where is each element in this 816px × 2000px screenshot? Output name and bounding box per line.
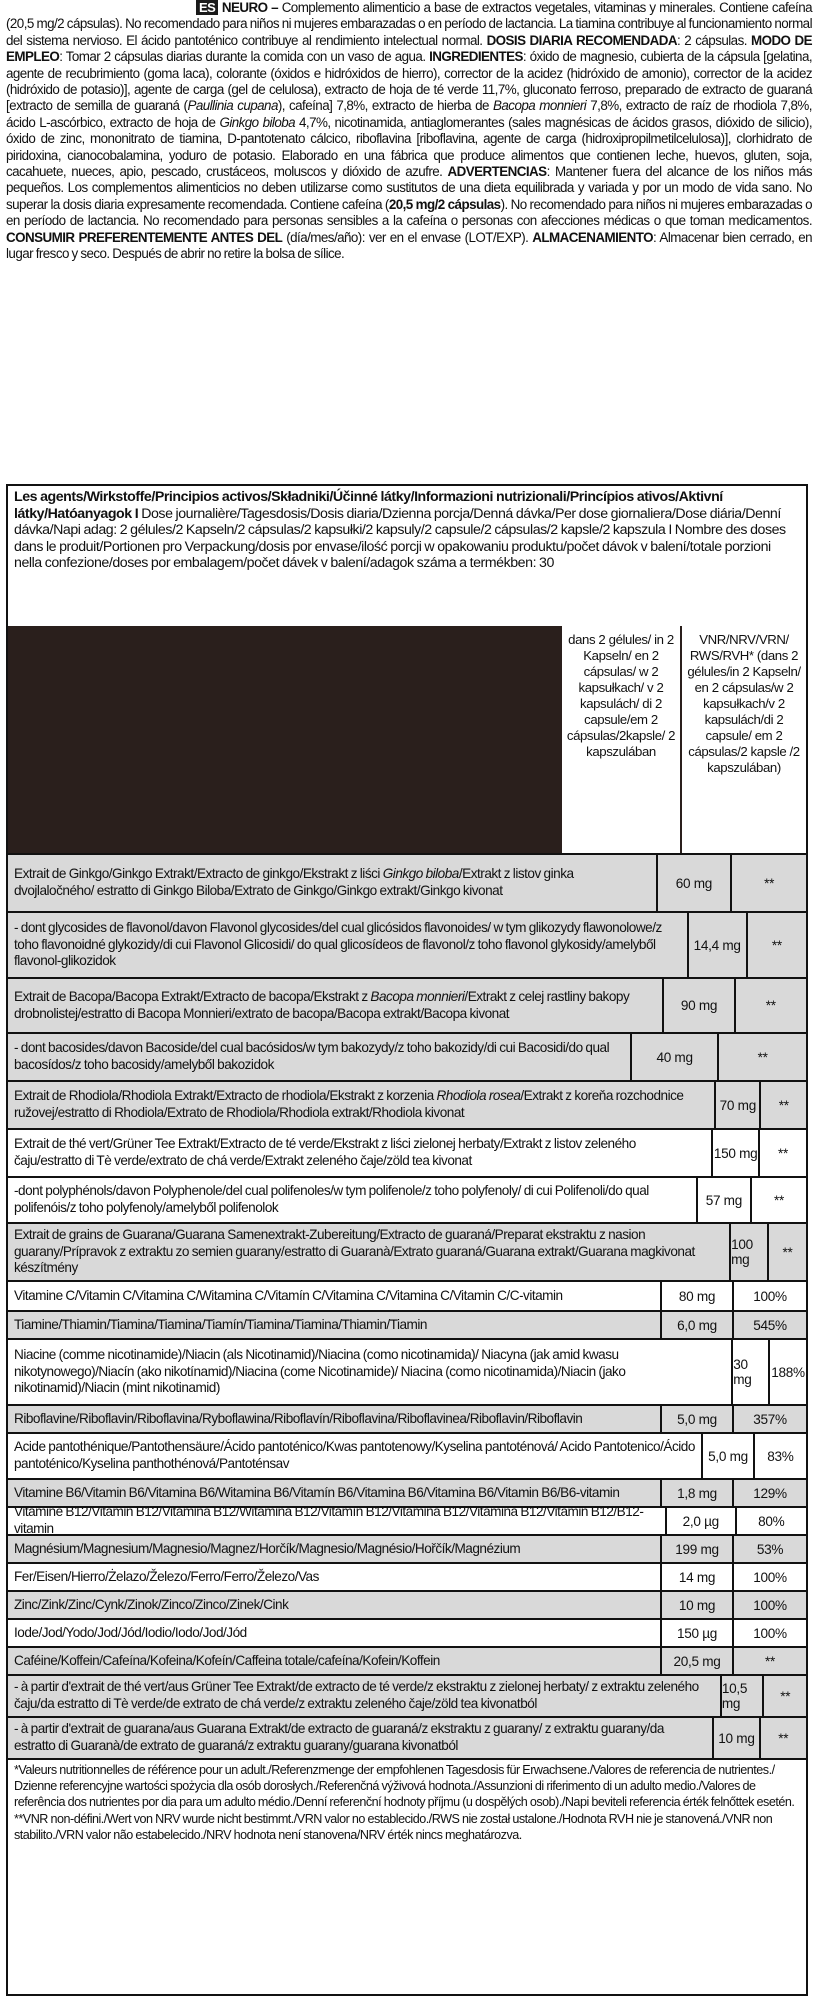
ingredientes-italic-1: Paullinia cupana <box>187 98 278 114</box>
ingredient-name-post: /Extrakt z celej rastliny bakopy drobnolistej/estratto di Bacopa Monnieri/extrato de bacopa/Bacopa extrakt/Bacopa kivonat <box>14 988 630 1021</box>
ingredientes-label: INGREDIENTES <box>429 49 523 65</box>
advertencias-text: : Mantener fuera del alcance de los niños más pequeños. Los complementos alimenticios no deben utilizarse como sustitutos de una dieta equilibrada y variada y por un modo de vida sano. No superar la dosis diaria expresamente recomendada. Contiene cafeína ( <box>6 164 812 212</box>
amount-cell: 10 mg <box>660 1592 732 1618</box>
ingredient-name-cell <box>8 1504 665 1536</box>
ingredient-name-cell <box>8 1312 660 1338</box>
almacenamiento-text: : Almacenar bien cerrado, en lugar fresco y seco. Después de abrir no retire la bolsa de sílice. <box>6 229 812 262</box>
amount-cell: 30 mg <box>731 1340 768 1404</box>
nrv-cell: 129% <box>732 1480 806 1506</box>
ingredient-name-pre: Vitamine C/Vitamin C/Vitamina C/Witamina C/Vitamín C/Vitamina C/Vitamina C/Vitamin C/C-vitamin <box>14 1287 563 1303</box>
nutrition-table <box>6 484 808 1996</box>
table-row <box>8 1432 806 1478</box>
table-group-vitamins-minerals <box>8 1080 806 1758</box>
column-header-name-area <box>8 626 560 853</box>
ingredient-name-cell <box>8 855 656 911</box>
nrv-cell: ** <box>758 1130 806 1176</box>
nrv-cell: ** <box>759 1082 806 1128</box>
ingredientes-text-4: 4,7%, nicotinamida, antiaglomerantes (sales magnésicas de ácidos grasos, dióxido de silicio), óxido de zinc, mononitrato de tiamina, D-pantotenato cálcico, riboflavina [riboflavina, agente de carga (hidroxipropilmetilcelulosa)], clorhidrato de piridoxina, cianocobalamina, yoduro de potasio. Elaborado en una fábrica que produce alimentos que contienen leche, huevos, gluten, soja, cacahuete, nueces, apio, pescado, crustáceos, moluscos y dióxido de azufre. <box>6 114 812 180</box>
ingredient-name-cell <box>8 913 687 977</box>
ingredient-name-it: Bacopa monnieri <box>370 988 465 1004</box>
ingredientes-italic-3: Ginkgo biloba <box>219 114 296 130</box>
ingredient-name-cell <box>8 1406 660 1432</box>
ingredient-name-pre: Extrait de grains de Guarana/Guarana Samenextrakt-Zubereitung/Extracto de guaraná/Preparat ekstraktu z nasion guarany/Prípravok z extraktu zo semien guarany/estratto di Guaranà/Extrato guaraná/Guarana extrakt/Guarana magkivonat készítmény <box>14 1227 695 1276</box>
amount-cell: 150 µg <box>660 1620 732 1646</box>
nrv-cell: 545% <box>732 1312 806 1338</box>
ingredient-name-cell <box>8 1340 731 1404</box>
ingredient-name-pre: Magnésium/Magnesium/Magnesio/Magnez/Horčík/Magnesio/Magnésio/Hořčík/Magnézium <box>14 1540 521 1556</box>
table-group-herbal-extracts <box>8 853 806 1080</box>
table-row <box>8 1590 806 1618</box>
nrv-cell: 100% <box>732 1282 806 1310</box>
amount-cell: 1,8 mg <box>660 1480 732 1506</box>
ingredient-name-pre: Extrait de Ginkgo/Ginkgo Extrakt/Extracto de ginkgo/Ekstrakt z liści <box>14 866 383 882</box>
description-text: Complemento alimenticio a base de extractos vegetales, vitaminas y minerales. Contiene cafeína (20,5 mg/2 cápsulas). No recomendado para niños ni mujeres embarazadas o en período de lactancia. La tiamina contribuye al funcionamiento normal del sistema nervioso. El ácido pantoténico contribuye al rendimiento intelectual normal. <box>6 0 812 48</box>
nrv-cell: 100% <box>732 1564 806 1590</box>
table-row <box>8 1646 806 1674</box>
ingredient-name-cell <box>8 1592 660 1618</box>
ingredient-name-it: Rhodiola rosea <box>436 1088 521 1104</box>
ingredient-name-post: /Extrakt z koreňa rozchodnice ružovej/estratto di Rhodiola/Extrato de Rhodiola/Rhodiola extrakt/Rhodiola kivonat <box>14 1088 684 1120</box>
product-title: NEURO – <box>221 0 279 15</box>
ingredient-name-pre: -dont polyphénols/davon Polyphenole/del cual polifenoles/w tym polifenole/z toho polyfenoly/ di cui Polifenoli/do qual polifenóis/z toho polyfenoly/amelyből polifenolok <box>14 1183 649 1215</box>
ingredientes-text-1: : óxido de magnesio, cubierta de la cápsula [gelatina, agente de recubrimiento (goma laca), colorante (óxidos e hidróxidos de hierro), corrector de la acidez (hidróxido de amonio), corrector de la acidez (hidróxido de potasio)], agente de carga (gel de celulosa), extracto de hoja de té verde 11,7%, gluconato ferroso, preparado de extracto de guaraná [extracto de semilla de guaraná ( <box>6 49 813 114</box>
ingredient-name-cell <box>8 1434 701 1478</box>
consumir-label: CONSUMIR PREFERENTEMENTE ANTES DEL <box>6 229 283 245</box>
nrv-cell: ** <box>732 1648 806 1674</box>
table-row <box>8 1338 806 1404</box>
amount-cell: 100 mg <box>729 1224 767 1280</box>
consumir-text: (día/mes/año): ver en el envase (LOT/EXP). <box>282 229 529 245</box>
column-header-nrv: VNR/NRV/VRN/ RWS/RVH* (dans 2 gélules/in 2 Kapseln/ en 2 cápsulas/w 2 kapsułkach/v 2 kapsulách/di 2 capsule/ em 2 cápsulas/2 kapsle /2 kapszulában) <box>682 626 806 853</box>
modo-text: : Tomar 2 cápsulas diarias durante la comida con un vaso de agua. <box>59 49 426 65</box>
ingredient-name-cell <box>8 1648 660 1674</box>
amount-cell: 5,0 mg <box>701 1434 753 1478</box>
advertencias-label: ADVERTENCIAS <box>447 164 547 180</box>
ingredientes-text-3: 7,8%, extracto de raíz de rhodiola 7,8%, ácido L-ascórbico, extracto de hoja de <box>6 98 812 130</box>
ingredient-name-it: Ginkgo biloba <box>382 866 459 882</box>
modo-label: MODO DE EMPLEO <box>6 32 813 65</box>
amount-cell: 150 mg <box>711 1130 758 1176</box>
ingredient-name-cell <box>8 1082 714 1128</box>
ingredient-name-pre: Acide pantothénique/Pantothensäure/Ácido pantoténico/Kwas pantotenowy/Kyselina pantoténová/ Acido Pantotenico/Ácido pantoténico/Kyselina panthothénová/Pantoténsav <box>14 1439 695 1471</box>
dosis-text: : 2 cápsulas. <box>677 32 747 48</box>
almacenamiento-label: ALMACENAMIENTO <box>532 229 654 245</box>
ingredient-name-pre: Vitamine B12/Vitamin B12/Vitamina B12/Witamina B12/Vitamín B12/Vitamina B12/Vitamina B12/Vitamin B12/B12-vitamin <box>14 1504 644 1536</box>
ingredient-name-cell <box>8 1620 660 1646</box>
nrv-cell: ** <box>762 1676 806 1716</box>
ingredient-name-pre: Riboflavine/Riboflavin/Riboflavina/Ryboflawina/Riboflavín/Riboflavina/Riboflavinea/Riboflavin/Riboflavin <box>14 1410 583 1426</box>
ingredient-name-cell <box>8 1034 630 1080</box>
amount-cell: 5,0 mg <box>660 1406 732 1432</box>
table-row <box>8 911 806 977</box>
amount-cell: 10,5 mg <box>720 1676 762 1716</box>
amount-cell: 70 mg <box>714 1082 759 1128</box>
table-header-text <box>8 486 806 626</box>
nrv-cell: ** <box>767 1224 806 1280</box>
ingredient-name-cell <box>8 1282 660 1310</box>
amount-cell: 199 mg <box>660 1536 732 1562</box>
amount-cell: 80 mg <box>660 1282 732 1310</box>
ingredient-name-pre: Vitamine B6/Vitamin B6/Vitamina B6/Witamina B6/Vitamín B6/Vitamina B6/Vitamina B6/Vitamin B6/B6-vitamin <box>14 1484 620 1500</box>
dosis-label: DOSIS DIARIA RECOMENDADA <box>486 32 678 48</box>
ingredient-name-post: /Extrakt z listov ginka dvojlaločného/ estratto di Ginkgo Biloba/Extrato de Ginkgo/Ginkgo extrakt/Ginkgo kivonat <box>14 866 574 898</box>
amount-cell: 2,0 µg <box>665 1508 735 1534</box>
ingredient-name-pre: - à partir d'extrait de guarana/aus Guarana Extrakt/de extracto de guaraná/z ekstraktu z guarany/ z extraktu guarany/da estratto di Guaranà/de extrato de guaraná/z extraktu guarany/guarana kivonatból <box>14 1721 664 1753</box>
ingredient-name-cell <box>8 1536 660 1562</box>
nrv-cell: ** <box>746 913 806 977</box>
ingredient-name-pre: - dont bacosides/davon Bacoside/del cual bacósidos/w tym bakozydy/z toho bakozidy/di cui Bacosidi/do qual bacosídos/z toho bacosidy/amelyből bakozidok <box>14 1040 610 1072</box>
amount-cell: 60 mg <box>656 855 731 911</box>
nrv-cell: 83% <box>753 1434 806 1478</box>
ingredient-name-pre: Caféine/Koffein/Cafeína/Kofeina/Kofeín/Caffeina totale/cafeína/Kofein/Koffein <box>14 1652 440 1668</box>
table-header-dose: Dose journalière/Tagesdosis/Dosis diaria/Dzienna porcja/Denná dávka/Per dose giornaliera/Dose diária/Denní dávka/Napi adag: 2 gélules/2 Kapseln/2 cápsulas/2 kapsułki/2 kapsuly/2 capsule/2 cápsulas/2 kapsle/2 kapszula I Nombre des doses dans le produit/Portionen pro Verpackung/dosis por envase/ilość porcji w opakowaniu produktu/počet dávok v balení/totale porzioni nella confezione/doses por embalagem/počet dávek v balení/adagok száma a termékben: 30 <box>14 505 786 572</box>
nrv-cell: 100% <box>732 1620 806 1646</box>
amount-cell: 10 mg <box>712 1718 758 1758</box>
amount-cell: 14,4 mg <box>687 913 746 977</box>
nrv-cell: 188% <box>768 1340 806 1404</box>
amount-cell: 90 mg <box>662 979 733 1032</box>
ingredient-name-cell <box>8 1564 660 1590</box>
ingredient-name-pre: - dont glycosides de flavonol/davon Flavonol glycosides/del cual glicósidos flavonoides/ w tym glikozydy flawonolowe/z toho flavonoidné glykozidy/di cui Flavonol Glicosidi/ do qual glicosídeos de flavonol/z toho flavonol glykosidy/amelyből flavonol-glikozidok <box>14 920 662 969</box>
ingredient-name-cell <box>8 1676 720 1716</box>
ingredient-name-pre: Extrait de thé vert/Grüner Tee Extrakt/Extracto de té verde/Ekstrakt z liści zielonej herbaty/Extrakt z listov zeleného čaju/estratto di Tè verde/extrato de chá verde/Extrakt zeleného čaje/zöld tea kivonat <box>14 1136 636 1168</box>
ingredient-name-pre: Tiamine/Thiamin/Tiamina/Tiamina/Tiamín/Tiamina/Tiamina/Thiamin/Tiamin <box>14 1316 427 1332</box>
ingredient-name-cell <box>8 1224 729 1280</box>
ingredientes-text-2: ), cafeína] 7,8%, extracto de hierba de <box>277 98 494 114</box>
table-row <box>8 1222 806 1280</box>
amount-cell: 40 mg <box>630 1034 717 1080</box>
nrv-cell: ** <box>750 1178 806 1222</box>
table-row <box>8 1506 806 1534</box>
ingredient-name-pre: Iode/Jod/Yodo/Jod/Jód/Iodio/Iodo/Jod/Jód <box>14 1624 247 1640</box>
column-header-band <box>8 626 806 853</box>
table-row <box>8 1618 806 1646</box>
ingredient-name-pre: Zinc/Zink/Zinc/Cynk/Zinok/Zinco/Zinco/Zinek/Cink <box>14 1596 289 1612</box>
amount-cell: 20,5 mg <box>660 1648 732 1674</box>
advertencias-text-2: ). No recomendado para niños ni mujeres embarazadas o en período de lactancia. No recomendado para personas sensibles a la cafeína o personas con afecciones médicas o que toman medicamentos. <box>6 196 812 229</box>
nrv-cell: 100% <box>732 1592 806 1618</box>
ingredient-name-pre: Fer/Eisen/Hierro/Żelazo/Železo/Ferro/Ferro/Železo/Vas <box>14 1568 319 1584</box>
advertencias-bold: 20,5 mg/2 cápsulas <box>388 196 501 212</box>
nrv-cell: 357% <box>732 1406 806 1432</box>
column-header-amount: dans 2 gélules/ in 2 Kapseln/ en 2 cápsulas/ w 2 kapsułkach/ v 2 kapsulách/ di 2 capsule/em 2 cápsulas/2kapsle/ 2 kapszulában <box>560 626 682 853</box>
ingredient-name-cell <box>8 1480 660 1506</box>
table-row <box>8 977 806 1032</box>
amount-cell: 14 mg <box>660 1564 732 1590</box>
nrv-cell: ** <box>734 979 806 1032</box>
nrv-cell: ** <box>717 1034 806 1080</box>
language-badge: ES <box>196 0 218 15</box>
table-row <box>8 1310 806 1338</box>
table-row <box>8 1080 806 1128</box>
table-row <box>8 1478 806 1506</box>
ingredient-name-cell <box>8 1178 696 1222</box>
ingredient-name-cell <box>8 1130 711 1176</box>
ingredient-name-cell <box>8 1718 712 1758</box>
table-footnote: *Valeurs nutritionnelles de référence pour un adult./Referenzmenge der empfohlenen Tagesdosis für Erwachsene./Valores de referencia de nutrientes./ Dzienne referencyjne wartości spożycia dla osób dorosłych./Referenčná výživová hodnota./Assunzioni di riferimento di un adulto medio./Valores de referência dos nutrientes por dia para um adulto médio./Denní referenční hodnoty příjmu (u dospělých osob)./Napi beviteli referencia érték felnőttek esetén. **VNR non-défini./Wert von NRV wurde nicht bestimmt./VRN valor no establecido./RWS nie został ustalone./Hodnota RVH nie je stanovená./VNR non stabilito./VRN valor não estabelecido./NRV hodnota není stanovena/NRV érték nincs meghatározva. <box>8 1758 806 1845</box>
amount-cell: 57 mg <box>696 1178 750 1222</box>
table-row <box>8 1534 806 1562</box>
nrv-cell: 80% <box>735 1508 806 1534</box>
ingredient-name-cell <box>8 979 662 1032</box>
table-row <box>8 1032 806 1080</box>
table-row <box>8 1128 806 1176</box>
ingredient-name-pre: Extrait de Bacopa/Bacopa Extrakt/Extracto de bacopa/Ekstrakt z <box>14 988 371 1004</box>
table-header-bold: Les agents/Wirkstoffe/Principios activos/Składniki/Účinné látky/Informazioni nutrizionali/Princípios ativos/Aktivní látky/Hatóanyagok I <box>14 489 723 522</box>
amount-cell: 6,0 mg <box>660 1312 732 1338</box>
ingredient-name-pre: Niacine (comme nicotinamide)/Niacin (als Nicotinamid)/Niacina (como nicotinamida)/ Niacyna (jak amid kwasu nikotynowego)/Niacín (ako nikotínamid)/Niacina (come Nicotinamide)/ Niacina (como nicotinamida)/Niacin (jako nikotinamid)/Niacin (mint nikotinamid) <box>14 1347 626 1396</box>
es-product-description <box>6 0 812 478</box>
ingredient-name-pre: Extrait de Rhodiola/Rhodiola Extrakt/Extracto de rhodiola/Ekstrakt z korzenia <box>14 1088 437 1104</box>
table-row <box>8 1716 806 1758</box>
table-row <box>8 1280 806 1310</box>
ingredientes-italic-2: Bacopa monnieri <box>493 98 587 114</box>
ingredient-name-pre: - à partir d'extrait de thé vert/aus Grüner Tee Extrakt/de extracto de té verde/z ekstraktu z zielonej herbaty/ z extraktu zeleného čaju/da estratto di Tè verde/de extrato de chá verde/z extraktu zeleného čaje/zöld tea kivonatból <box>14 1679 699 1711</box>
nrv-cell: ** <box>730 855 806 911</box>
table-row <box>8 1176 806 1222</box>
table-row <box>8 1404 806 1432</box>
table-row <box>8 853 806 911</box>
nrv-cell: 53% <box>732 1536 806 1562</box>
table-row <box>8 1674 806 1716</box>
table-row <box>8 1562 806 1590</box>
nrv-cell: ** <box>759 1718 806 1758</box>
